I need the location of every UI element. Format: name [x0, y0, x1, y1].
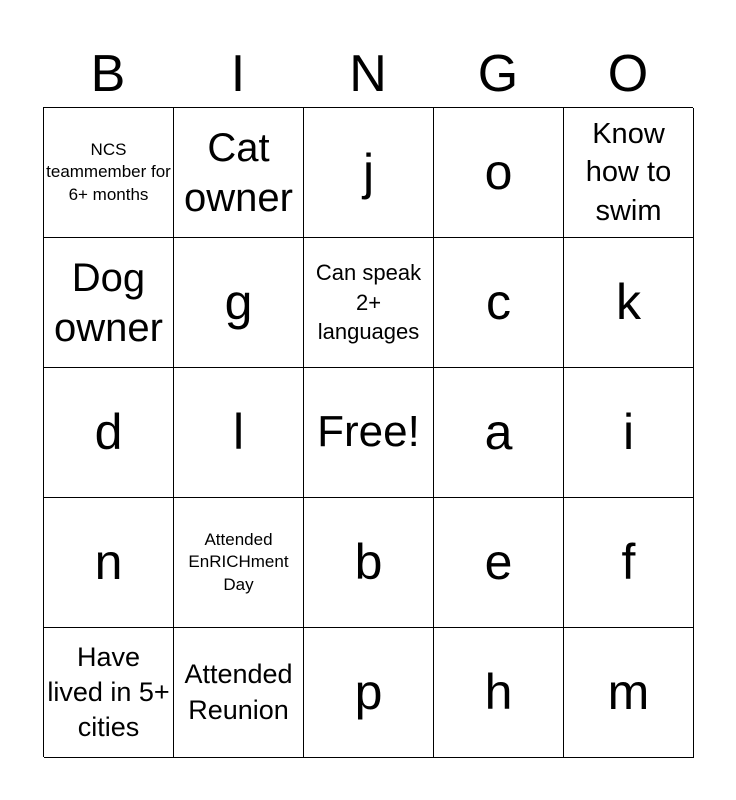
cell-text: Know how to swim [585, 117, 672, 227]
cell-text: b [354, 534, 383, 590]
bingo-cell-r4-c5[interactable] [564, 498, 694, 628]
bingo-cell-r5-c3[interactable] [304, 628, 434, 758]
cell-text: Have lived in 5+ cities [47, 641, 170, 743]
cell-text: p [354, 664, 383, 720]
bingo-cell-r5-c5[interactable] [564, 628, 694, 758]
cell-text: c [486, 274, 511, 330]
header-letter-i: I [230, 45, 246, 103]
cell-text: n [94, 534, 123, 590]
bingo-cell-r2-c2[interactable] [174, 238, 304, 368]
header-letter-n: N [349, 45, 387, 103]
bingo-header [43, 40, 693, 108]
bingo-board [43, 107, 693, 757]
bingo-cell-r1-c5[interactable] [564, 108, 694, 238]
bingo-cell-r4-c3[interactable] [304, 498, 434, 628]
cell-text: d [94, 404, 123, 460]
bingo-cell-r5-c4[interactable] [434, 628, 564, 758]
bingo-cell-r3-c1[interactable] [44, 368, 174, 498]
cell-text: h [484, 664, 513, 720]
bingo-cell-r3-c5[interactable] [564, 368, 694, 498]
cell-text: Can speak 2+ languages [315, 259, 422, 345]
header-letter-g: G [477, 45, 519, 103]
header-letter-o: O [607, 45, 649, 103]
bingo-cell-r2-c1[interactable] [44, 238, 174, 368]
cell-text: o [484, 144, 513, 200]
free-space-text: Free! [317, 407, 420, 457]
bingo-cell-r5-c1[interactable] [44, 628, 174, 758]
cell-text: a [484, 404, 513, 460]
bingo-cell-r1-c4[interactable] [434, 108, 564, 238]
cell-text: Attended EnRICHment Day [188, 529, 289, 594]
cell-text: Dog owner [54, 255, 163, 350]
bingo-cell-r2-c5[interactable] [564, 238, 694, 368]
cell-text: e [484, 534, 513, 590]
bingo-cell-r1-c2[interactable] [174, 108, 304, 238]
bingo-cell-r4-c4[interactable] [434, 498, 564, 628]
bingo-cell-r2-c3[interactable] [304, 238, 434, 368]
cell-text: j [362, 144, 375, 200]
cell-text: l [232, 404, 245, 460]
bingo-cell-free[interactable] [304, 368, 434, 498]
bingo-cell-r4-c1[interactable] [44, 498, 174, 628]
cell-text: m [607, 664, 650, 720]
bingo-cell-r4-c2[interactable] [174, 498, 304, 628]
bingo-cell-r5-c2[interactable] [174, 628, 304, 758]
bingo-cell-r1-c1[interactable] [44, 108, 174, 238]
cell-text: Attended Reunion [184, 659, 293, 725]
bingo-cell-r2-c4[interactable] [434, 238, 564, 368]
header-letter-b: B [90, 45, 126, 103]
bingo-cell-r1-c3[interactable] [304, 108, 434, 238]
cell-text: Cat owner [184, 125, 293, 220]
cell-text: i [622, 404, 635, 460]
cell-text: g [224, 274, 253, 330]
cell-text: NCS teammember for 6+ months [46, 139, 171, 204]
bingo-cell-r3-c4[interactable] [434, 368, 564, 498]
bingo-cell-r3-c2[interactable] [174, 368, 304, 498]
cell-text: f [621, 534, 636, 590]
cell-text: k [616, 274, 641, 330]
